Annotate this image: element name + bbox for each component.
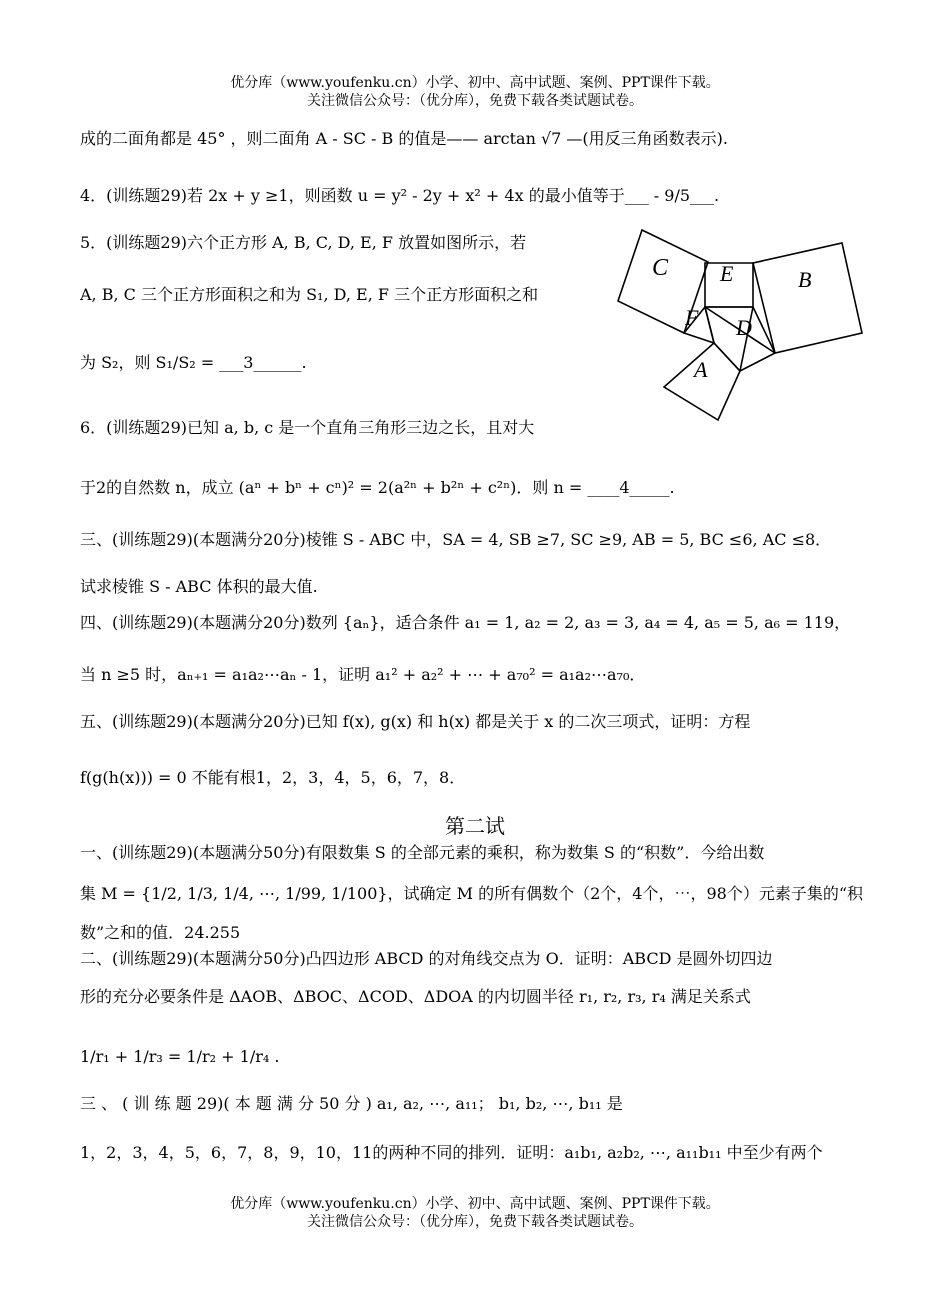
problem-4: 4．(训练题29)若 2x + y ≥1，则函数 u = y² - 2y + x² + 4x 的最小值等于___ - 9/5___.	[80, 186, 720, 205]
footer-line-2: 关注微信公众号：（优分库），免费下载各类试题试卷。	[307, 1214, 643, 1230]
figure-label-c: C	[652, 255, 669, 281]
test2-problem-1: 一、(训练题29)(本题满分50分)有限数集 S 的全部元素的乘积，称为数集 S 的“积数”．今给出数	[80, 843, 765, 862]
section-4-recurrence: 当 n ≥5 时，aₙ₊₁ = a₁a₂⋯aₙ - 1，证明 a₁² + a₂² + ⋯ + a₇₀² = a₁a₂⋯a₇₀．	[80, 665, 646, 684]
problem-5-line-3: 为 S₂，则 S₁/S₂ = ___3______.	[80, 353, 307, 372]
section-4-problem: 四、(训练题29)(本题满分20分)数列 {aₙ}，适合条件 a₁ = 1, a₂ = 2, a₃ = 3, a₄ = 4, a₅ = 5, a₆ = 119，	[80, 613, 851, 632]
test2-problem-1-set: 集 M = {1/2, 1/3, 1/4, ⋯, 1/99, 1/100}，试确定 M 的所有偶数个（2个，4个，⋯，98个）元素子集的“积	[80, 884, 864, 903]
figure-label-d: D	[736, 315, 752, 340]
section-5-equation: f(g(h(x))) = 0 不能有根1，2，3，4，5，6，7，8．	[80, 768, 466, 787]
test2-problem-1-answer: 数”之和的值．24.255	[80, 923, 241, 942]
problem-6-line-2: 于2的自然数 n，成立 (aⁿ + bⁿ + cⁿ)² = 2(a²ⁿ + b²ⁿ + c²ⁿ)．则 n = ____4_____.	[80, 478, 675, 497]
footer-line-1: 优分库（www.youfenku.cn）小学、初中、高中试题、案例、PPT课件下载。	[230, 1196, 720, 1212]
test2-problem-3-cont: 1，2，3，4，5，6，7，8，9，10，11的两种不同的排列．证明：a₁b₁, a₂b₂, ⋯, a₁₁b₁₁ 中至少有两个	[80, 1143, 823, 1162]
problem-5-line-2: A, B, C 三个正方形面积之和为 S₁, D, E, F 三个正方形面积之和	[80, 285, 539, 304]
section-title-second-test: 第二试	[445, 815, 505, 837]
problem-6-line-1: 6．(训练题29)已知 a, b, c 是一个直角三角形三边之长，且对大	[80, 418, 535, 437]
figure-label-a: A	[694, 357, 708, 382]
header-line-2: 关注微信公众号：（优分库），免费下载各类试题试卷。	[307, 93, 643, 109]
square-b	[753, 243, 862, 353]
section-3-problem: 三、(训练题29)(本题满分20分)棱锥 S - ABC 中，SA = 4, SB ≥7, SC ≥9, AB = 5, BC ≤6, AC ≤8．	[80, 530, 832, 549]
six-squares-figure	[612, 225, 872, 425]
test2-problem-2-formula: 1/r₁ + 1/r₃ = 1/r₂ + 1/r₄ .	[80, 1047, 280, 1066]
figure-label-e: E	[720, 261, 734, 286]
test2-problem-2-condition: 形的充分必要条件是 ΔAOB、ΔBOC、ΔCOD、ΔDOA 的内切圆半径 r₁, r₂, r₃, r₄ 满足关系式	[80, 987, 751, 1006]
section-3-question: 试求棱锥 S - ABC 体积的最大值.	[80, 577, 318, 596]
figure-label-f: F	[685, 305, 699, 330]
figure-label-b: B	[798, 267, 812, 292]
section-5-problem: 五、(训练题29)(本题满分20分)已知 f(x), g(x) 和 h(x) 都是关于 x 的二次三项式，证明：方程	[80, 712, 751, 731]
test2-problem-3: 三 、 ( 训 练 题 29)( 本 题 满 分 50 分 ) a₁, a₂, ⋯, a₁₁； b₁, b₂, ⋯, b₁₁ 是	[80, 1094, 623, 1113]
problem-line: 成的二面角都是 45° ，则二面角 A - SC - B 的值是—— arctan √7 —(用反三角函数表示).	[80, 129, 729, 148]
test2-problem-2: 二、(训练题29)(本题满分50分)凸四边形 ABCD 的对角线交点为 O．证明：ABCD 是圆外切四边	[80, 949, 773, 968]
problem-5-line-1: 5．(训练题29)六个正方形 A, B, C, D, E, F 放置如图所示，若	[80, 233, 527, 252]
header-line-1: 优分库（www.youfenku.cn）小学、初中、高中试题、案例、PPT课件下载。	[230, 75, 720, 91]
